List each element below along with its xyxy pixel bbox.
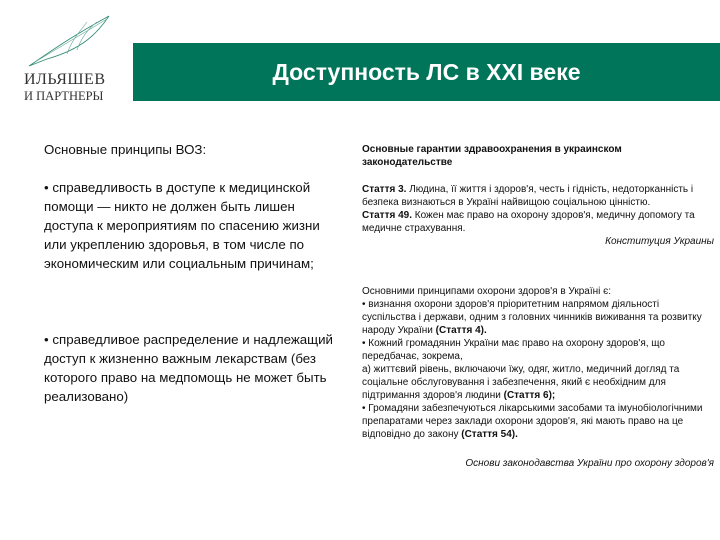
principle-1-text: • визнання охорони здоров'я пріоритетним напрямом діяльності суспільства і держави, одним з головних чинників виживання та розвитку народу України	[362, 299, 702, 336]
article-3-text: Людина, її життя і здоров'я, честь і гідність, недоторканність і безпека визнаються в Україні найвищою соціальною цінністю.	[362, 184, 694, 208]
principle-3-text: • Громадяни забезпечуються лікарськими засобами та імунобіологічними препаратами через заклади охорони здоров'я, які мають право на це відповідно до закону	[362, 403, 703, 440]
who-principle-1: • справедливость в доступе к медицинской помощи — никто не должен быть лишен доступа к мероприятиям по спасению жизни или укреплению здоровья, в том числе по экономическим или социальным причинам;	[44, 180, 320, 271]
title-banner	[133, 43, 720, 101]
who-principle-2: • справедливое распределение и надлежащий доступ к жизненно важным лекарствам (без которого право на медпомощь не может быть реализовано)	[44, 332, 333, 404]
logo-line1: ИЛЬЯШЕВ	[24, 71, 106, 88]
principle-1-ref: (Стаття 4).	[435, 325, 487, 336]
principles-intro: Основними принципами охорони здоров'я в Україні є:	[362, 286, 612, 297]
principles-block	[362, 285, 714, 470]
company-logo	[22, 14, 117, 103]
feather-icon	[27, 14, 112, 69]
page-title: Доступность ЛС в XXI веке	[272, 58, 581, 85]
principle-2a-text: а) життєвий рівень, включаючи їжу, одяг, житло, медичний догляд та соціальне обслуговування і забезпечення, який є необхідним для підтримання здоров'я людини	[362, 364, 680, 401]
logo-line2: И ПАРТНЕРЫ	[24, 89, 104, 103]
source-health-law: Основи законодавства України про охорону здоров'я	[465, 458, 714, 469]
principle-3-ref: (Стаття 54).	[461, 429, 518, 440]
article-3-label: Стаття 3.	[362, 184, 407, 195]
article-49-text: Кожен має право на охорону здоров'я, медичну допомогу та медичне страхування.	[362, 210, 695, 234]
source-constitution: Конституция Украины	[605, 236, 714, 247]
principle-2-ref: (Стаття 6);	[503, 390, 556, 401]
constitution-block	[362, 183, 714, 248]
who-heading: Основные принципы ВОЗ:	[44, 142, 207, 157]
ukraine-heading: Основные гарантии здравоохранения в украинском законодательстве	[362, 144, 622, 168]
article-49-label: Стаття 49.	[362, 210, 412, 221]
principle-2-text: • Кожний громадянин України має право на охорону здоров'я, що передбачає, зокрема,	[362, 338, 665, 362]
